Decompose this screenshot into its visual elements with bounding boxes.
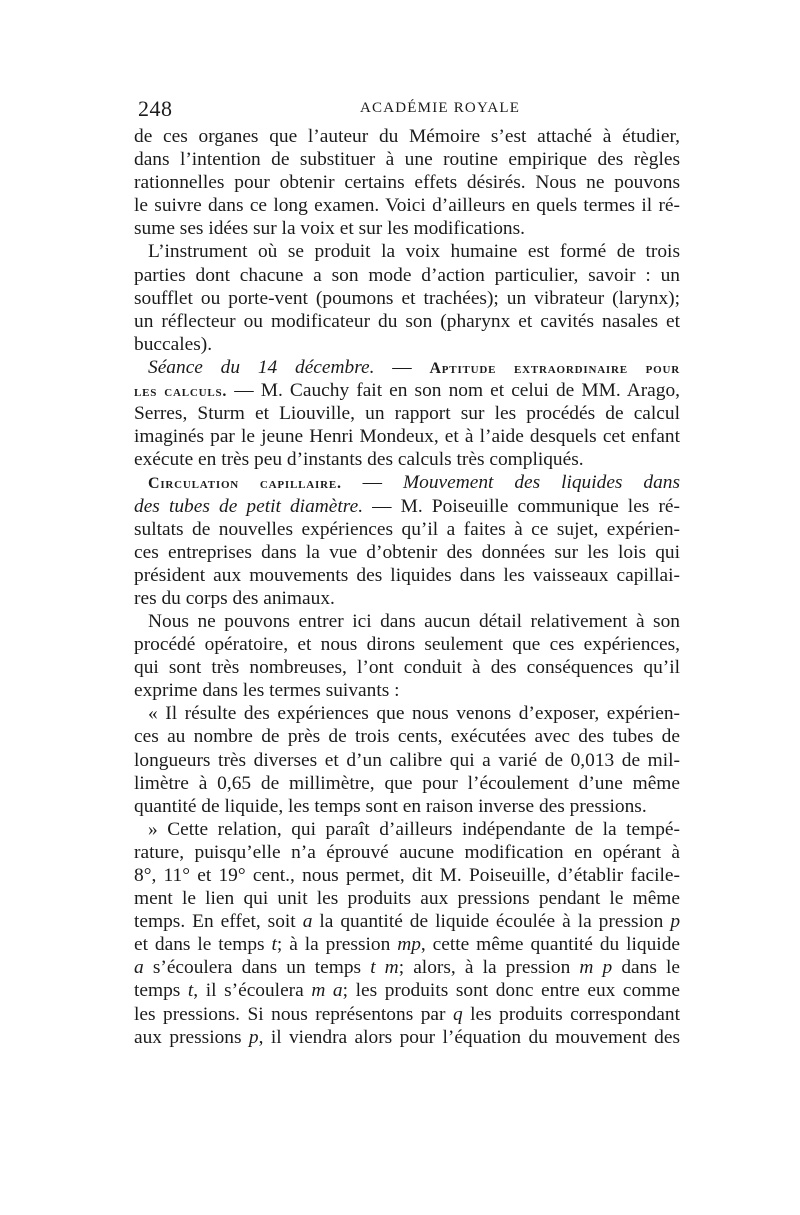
text-run: qui sont très nombreuses, l’ont conduit à des conséquences qu’il (134, 657, 680, 679)
text-run: Nous ne pouvons entrer ici dans aucun détail relativement à son (148, 610, 680, 632)
text-run: temps. En effet, soit (134, 911, 303, 933)
text-run: » Cette relation, qui paraît d’ailleurs indépendante de la tempé- (148, 818, 680, 840)
text-line (134, 956, 680, 979)
text-run: — (374, 356, 430, 378)
text-run: les pressions. Si nous représentons par (134, 1003, 453, 1025)
italic-text: m p (579, 957, 613, 979)
text-line (134, 402, 680, 425)
text-run: exécute en très peu d’instants des calculs très compliqués. (134, 449, 584, 471)
text-line (134, 333, 680, 356)
text-line (134, 541, 680, 564)
text-line (134, 887, 680, 910)
text-line (134, 518, 680, 541)
page-number: 248 (138, 96, 173, 121)
text-run: dans le (612, 957, 680, 979)
text-run: les produits correspondant (462, 1003, 680, 1025)
text-line (134, 587, 680, 610)
text-run: ; à la pression (276, 934, 398, 956)
text-run: dans l’intention de substituer à une routine empirique des règles (134, 149, 680, 171)
text-line (134, 933, 680, 956)
small-caps-heading: Aptitude extraordinaire pour (429, 359, 680, 377)
text-run: quantité de liquide, les temps sont en raison inverse des pressions. (134, 795, 647, 817)
text-run: rationnelles pour obtenir certains effets désirés. Nous ne pouvons (134, 172, 680, 194)
text-run: ; les produits sont donc entre eux comme (342, 980, 680, 1002)
text-line (134, 287, 680, 310)
text-line (134, 772, 680, 795)
small-caps-heading: les calculs. (134, 383, 228, 401)
text-line (134, 725, 680, 748)
italic-text: a (302, 911, 313, 933)
text-run: limètre à 0,65 de millimètre, que pour l’écoulement d’une même (134, 772, 680, 794)
text-run: ment le lien qui unit les produits aux pressions pendant le même (134, 888, 680, 910)
text-run: « Il résulte des expériences que nous venons d’exposer, expérien- (148, 703, 680, 725)
text-line (134, 495, 680, 518)
text-line (134, 240, 680, 263)
text-line (134, 679, 680, 702)
italic-text: t (187, 980, 194, 1002)
text-run: — M. Cauchy fait en son nom et celui de MM. Arago, (227, 380, 680, 402)
italic-text: des tubes de petit diamètre. (134, 495, 364, 517)
text-line (134, 979, 680, 1002)
text-run: longueurs très diverses et d’un calibre qui a varié de 0,013 de mil- (134, 749, 680, 771)
text-line (134, 910, 680, 933)
text-run: — M. Poiseuille communique les ré- (363, 495, 680, 517)
text-run: Serres, Sturm et Liouville, un rapport sur les procédés de calcul (134, 403, 680, 425)
italic-text: p (670, 911, 681, 933)
italic-text: mp (397, 934, 421, 956)
page-header (134, 96, 680, 124)
text-run: , cette même quantité du liquide (420, 934, 680, 956)
text-line (134, 795, 680, 818)
text-line (134, 471, 680, 494)
text-run: président aux mouvements des liquides dans les vaisseaux capillai- (134, 564, 680, 586)
text-line (134, 264, 680, 287)
running-head: ACADÉMIE ROYALE (360, 100, 521, 116)
text-run: un réflecteur ou modificateur du son (pharynx et cavités nasales et (134, 310, 680, 332)
italic-text: Séance du 14 décembre. (148, 356, 375, 378)
text-line (134, 356, 680, 379)
text-line (134, 633, 680, 656)
text-line (134, 148, 680, 171)
text-line (134, 125, 680, 148)
text-line (134, 841, 680, 864)
text-line (134, 610, 680, 633)
italic-text: m a (311, 980, 343, 1002)
italic-text: a (134, 957, 144, 979)
text-run: aux pressions (134, 1026, 249, 1048)
text-line (134, 656, 680, 679)
text-run: exprime dans les termes suivants : (134, 680, 400, 702)
text-line (134, 749, 680, 772)
text-line (134, 564, 680, 587)
text-line (134, 864, 680, 887)
text-line (134, 217, 680, 240)
text-run: , il viendra alors pour l’équation du mouvement des (258, 1026, 680, 1048)
text-run: sultats de nouvelles expériences qu’il a faites à ce sujet, expérien- (134, 518, 680, 540)
text-run: soufflet ou porte-vent (poumons et trachées); un vibrateur (larynx); (134, 287, 680, 309)
text-line (134, 379, 680, 402)
text-run: de ces organes que l’auteur du Mémoire s’est attaché à étudier, (134, 126, 680, 147)
text-run: la quantité de liquide écoulée à la pression (312, 911, 671, 933)
text-run: temps (134, 980, 188, 1002)
text-run: procédé opératoire, et nous dirons seulement que ces expériences, (134, 634, 680, 656)
small-caps-heading: Circulation capillaire. (148, 475, 342, 493)
text-run: et dans le temps (134, 934, 272, 956)
text-line (134, 425, 680, 448)
italic-text: Mouvement des liquides dans (402, 472, 681, 494)
text-run: ces entreprises dans la vue d’obtenir des données sur les lois qui (134, 541, 680, 563)
body-text (134, 125, 680, 1049)
text-run: res du corps des animaux. (134, 587, 335, 609)
italic-text: q (452, 1003, 463, 1025)
text-line (134, 702, 680, 725)
text-run: rature, puisqu’elle n’a éprouvé aucune modification en opérant à (134, 841, 680, 863)
text-run: imaginés par le jeune Henri Mondeux, et à l’aide desquels cet enfant (134, 426, 680, 448)
text-run: L’instrument où se produit la voix humaine est formé de trois (148, 241, 680, 263)
italic-text: p (248, 1026, 259, 1048)
text-run: ces au nombre de près de trois cents, exécutées avec des tubes de (134, 726, 680, 748)
text-run: parties dont chacune a son mode d’action particulier, savoir : un (134, 264, 680, 286)
text-line (134, 194, 680, 217)
text-run: s’écoulera dans un temps (143, 957, 371, 979)
text-run: sume ses idées sur la voix et sur les modifications. (134, 218, 525, 240)
text-run: ; alors, à la pression (398, 957, 580, 979)
text-line (134, 1003, 680, 1026)
text-line (134, 818, 680, 841)
italic-text: t (271, 934, 277, 956)
text-line (134, 171, 680, 194)
text-run: , il s’écoulera (193, 980, 312, 1002)
italic-text: t m (370, 957, 399, 979)
text-line (134, 1026, 680, 1049)
text-line (134, 310, 680, 333)
text-run: buccales). (134, 333, 213, 355)
text-run: — (341, 472, 403, 494)
text-line (134, 448, 680, 471)
text-run: 8°, 11° et 19° cent., nous permet, dit M. Poiseuille, d’établir facile- (134, 865, 680, 886)
text-run: le suivre dans ce long examen. Voici d’ailleurs en quels termes il ré- (134, 195, 680, 217)
